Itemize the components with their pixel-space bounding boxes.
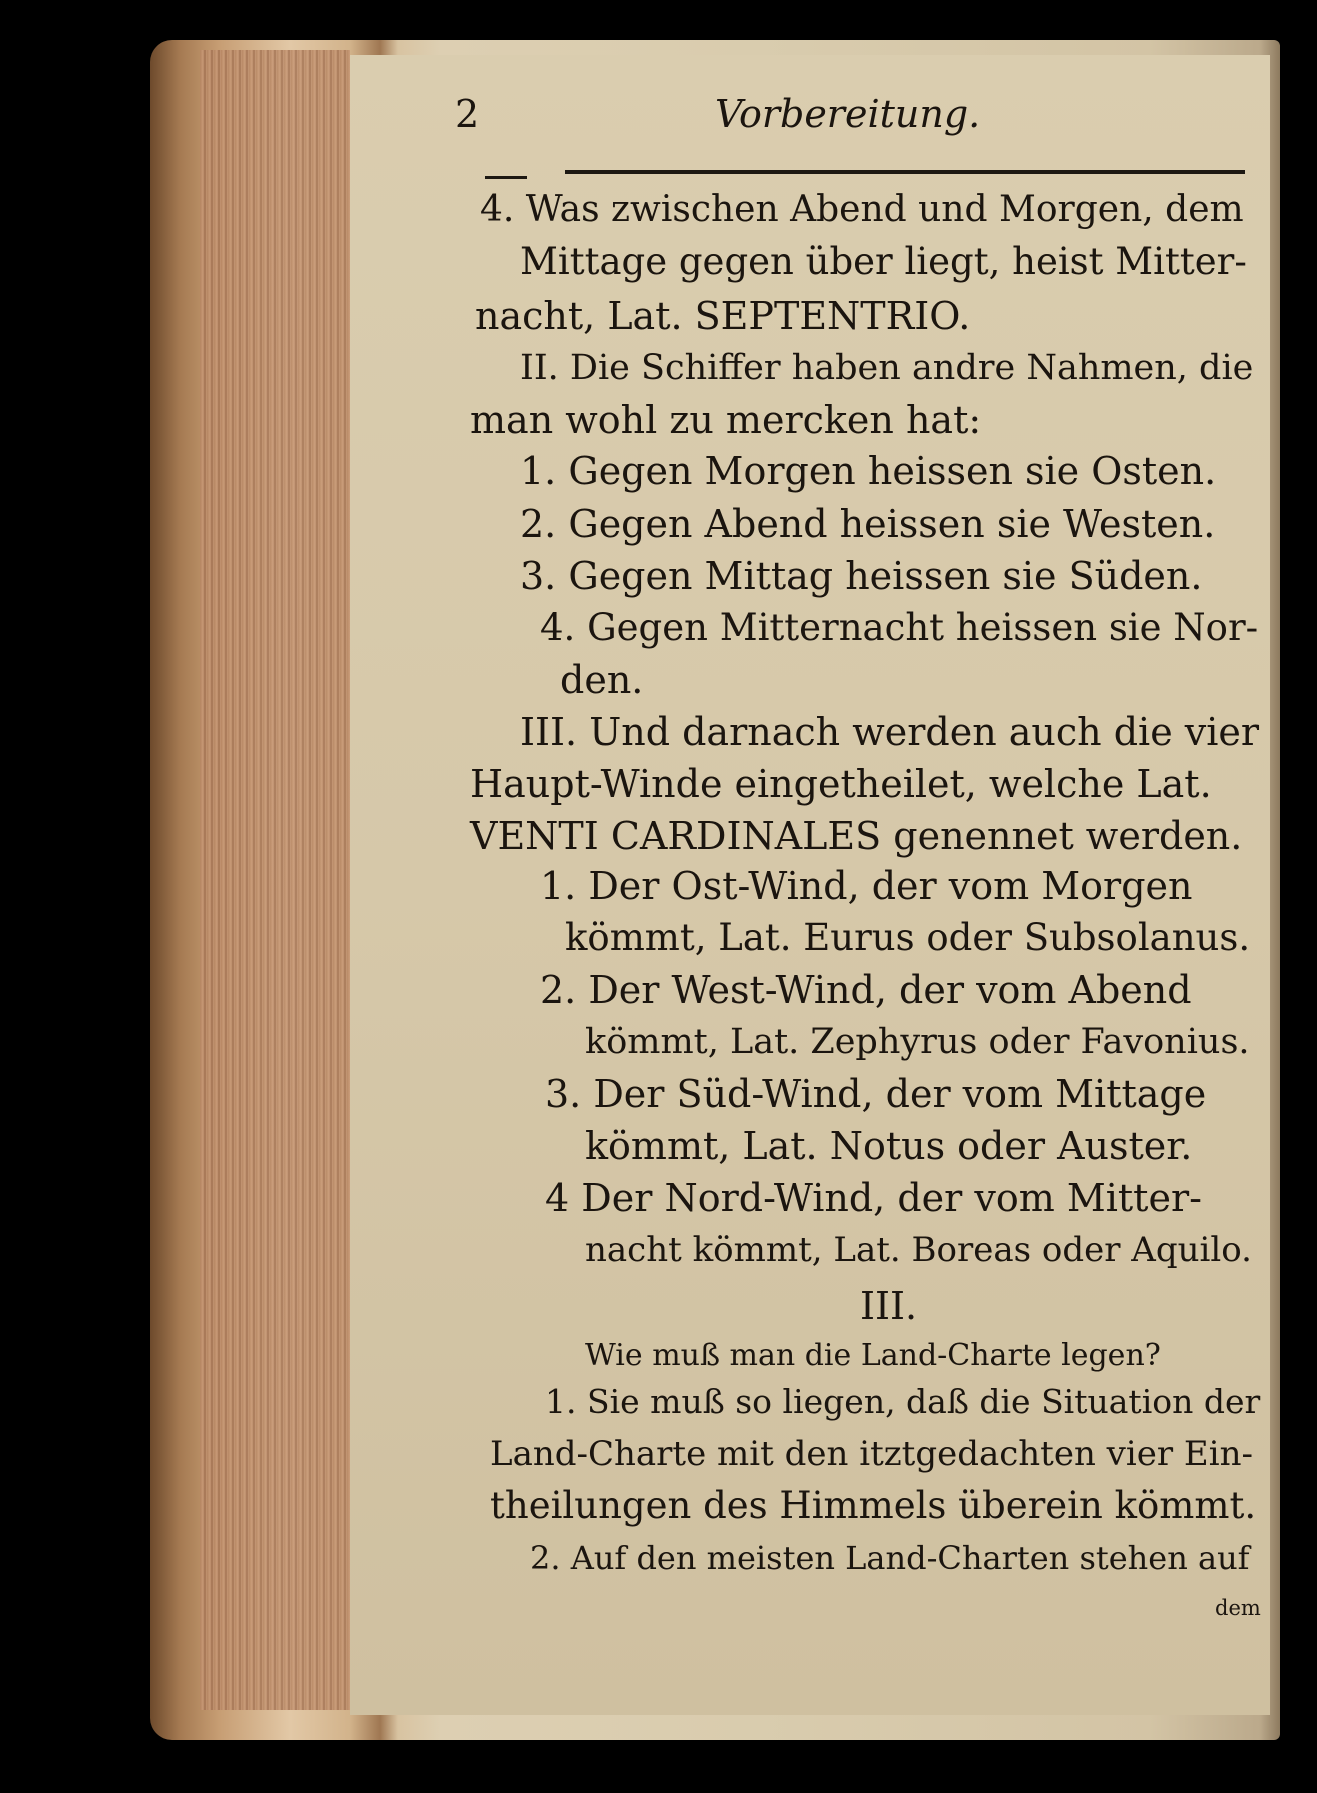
text-line: kömmt, Lat. Notus oder Auster. — [585, 1124, 1193, 1168]
text-line: 1. Der Ost-Wind, der vom Morgen — [540, 864, 1193, 908]
text-line: 2. Der West-Wind, der vom Abend — [540, 968, 1192, 1012]
section-heading: Wie muß man die Land-Charte legen? — [585, 1338, 1161, 1373]
text-line: 3. Gegen Mittag heissen sie Süden. — [520, 554, 1203, 598]
text-line: 2. Gegen Abend heissen sie Westen. — [520, 502, 1216, 546]
text-line: 3. Der Süd-Wind, der vom Mittage — [545, 1072, 1207, 1116]
text-line: 4. Was zwischen Abend und Morgen, dem — [480, 189, 1244, 230]
text-line: man wohl zu mercken hat: — [470, 398, 982, 442]
text-line: nacht kömmt, Lat. Boreas oder Aquilo. — [585, 1230, 1252, 1270]
text-line: Land-Charte mit den itztgedachten vier Ein- — [490, 1434, 1254, 1474]
text-line: VENTI CARDINALES genennet werden. — [470, 814, 1243, 858]
header-rule-short — [485, 176, 527, 179]
text-line: theilungen des Himmels überein kömmt. — [490, 1484, 1257, 1527]
text-line: Haupt-Winde eingetheilet, welche Lat. — [470, 762, 1212, 806]
header-rule — [565, 170, 1245, 174]
text-line: kömmt, Lat. Eurus oder Subsolanus. — [565, 916, 1251, 959]
text-line: nacht, Lat. SEPTENTRIO. — [475, 294, 971, 338]
page-number: 2 — [455, 92, 480, 136]
text-line: 2. Auf den meisten Land-Charten stehen auf — [530, 1539, 1250, 1577]
text-line: 4. Gegen Mitternacht heissen sie Nor- — [540, 606, 1259, 649]
text-line: 1. Gegen Morgen heissen sie Osten. — [520, 449, 1217, 493]
running-head: Vorbereitung. — [715, 92, 981, 136]
page-header — [455, 92, 1255, 142]
text-line: 4 Der Nord-Wind, der vom Mitter- — [545, 1176, 1202, 1220]
text-line: Mittage gegen über liegt, heist Mitter- — [520, 240, 1247, 283]
page-edges — [200, 50, 350, 1710]
text-line: 1. Sie muß so liegen, daß die Situation der — [545, 1382, 1261, 1421]
catchword: dem — [1215, 1596, 1261, 1620]
section-number: III. — [860, 1284, 918, 1328]
text-line: kömmt, Lat. Zephyrus oder Favonius. — [585, 1022, 1250, 1062]
text-line: III. Und darnach werden auch die vier — [520, 710, 1260, 754]
text-line: den. — [560, 658, 644, 702]
text-line: II. Die Schiffer haben andre Nahmen, die — [520, 348, 1254, 388]
